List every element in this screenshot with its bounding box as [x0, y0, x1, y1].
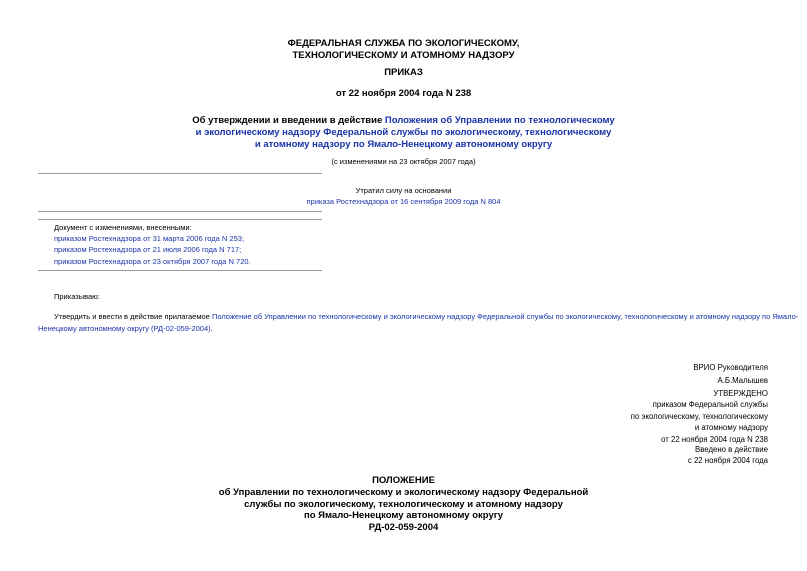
changes-heading: Документ с изменениями, внесенными: — [54, 223, 192, 232]
order-word: Приказываю: — [54, 292, 100, 301]
divider-3 — [38, 219, 322, 220]
change-link-2[interactable]: приказом Ростехнадзора от 21 июля 2006 года N 717; — [54, 245, 242, 255]
regulation-line-5: РД-02-059-2004 — [368, 522, 439, 534]
change-link-1[interactable]: приказом Ростехнадзора от 31 марта 2006 года N 253; — [54, 234, 245, 244]
regulation-line-1: ПОЛОЖЕНИЕ — [372, 475, 435, 486]
regulation-line-3: службы по экологическому, технологическому и атомному надзору — [244, 498, 563, 510]
regulation-heading — [0, 475, 807, 534]
approve-link-part-1[interactable]: Положение об Управлении по технологическому и экологическому надзору Федеральной службы по экологическому, технологическому и атомному надзору по Ямало- — [211, 312, 799, 321]
effective-line-2: с 22 ноября 2004 года — [687, 456, 768, 466]
approve-link-part-2[interactable]: Ненецкому автономному округу (РД-02-059-2004) — [38, 323, 211, 333]
divider-4 — [38, 270, 322, 271]
agency-line-1: ФЕДЕРАЛЬНАЯ СЛУЖБА ПО ЭКОЛОГИЧЕСКОМУ, — [287, 38, 520, 49]
repeal-block — [0, 185, 807, 207]
effective-block — [688, 444, 768, 467]
effective-line-1: Введено в действие — [695, 445, 768, 454]
regulation-line-2: об Управлении по технологическому и экологическому надзору Федеральной — [218, 486, 589, 498]
signature-name: А.Б.Малышев — [717, 375, 768, 385]
repeal-link[interactable]: приказа Ростехнадзора от 16 сентября 2009 года N 804 — [306, 197, 501, 206]
regulation-link-2[interactable]: и экологическому надзору Федеральной службы по экологическому, технологическому — [195, 127, 612, 138]
approval-line-1: УТВЕРЖДЕНО — [713, 389, 768, 398]
approve-paragraph — [38, 311, 799, 334]
approval-line-5: от 22 ноября 2004 года N 238 — [661, 434, 768, 444]
approval-line-3: по экологическому, технологическому — [630, 411, 768, 421]
signature-position: ВРИО Руководителя — [693, 363, 768, 372]
approval-block — [631, 388, 768, 445]
doc-date: от 22 ноября 2004 года N 238 — [335, 88, 472, 99]
amend-note: (с изменениями на 23 октября 2007 года) — [331, 157, 476, 166]
approval-line-2: приказом Федеральной службы — [652, 400, 768, 410]
doc-title — [0, 115, 807, 151]
approve-prefix: Утвердить и ввести в действие прилагаемое — [54, 312, 212, 321]
title-prefix: Об утверждении и введении в действие — [192, 115, 385, 126]
regulation-link-3[interactable]: и атомному надзору по Ямало-Ненецкому автономному округу — [254, 139, 553, 150]
divider-2 — [38, 211, 322, 212]
signature-block — [693, 362, 768, 387]
regulation-link-1[interactable]: Положения об Управлении по технологическому — [384, 115, 615, 126]
approve-suffix: . — [210, 323, 213, 333]
approval-line-4: и атомному надзору — [694, 423, 768, 433]
doc-type: ПРИКАЗ — [384, 67, 423, 78]
title-line-1 — [0, 115, 807, 127]
agency-header — [0, 38, 807, 62]
divider-1 — [38, 173, 322, 174]
changes-block — [54, 222, 251, 267]
change-link-3[interactable]: приказом Ростехнадзора от 23 октября 2007 года N 720. — [54, 256, 251, 266]
regulation-line-4: по Ямало-Ненецкому автономному округу — [304, 510, 503, 522]
agency-line-2: ТЕХНОЛОГИЧЕСКОМУ И АТОМНОМУ НАДЗОРУ — [292, 50, 515, 61]
repeal-text: Утратил силу на основании — [355, 186, 452, 195]
